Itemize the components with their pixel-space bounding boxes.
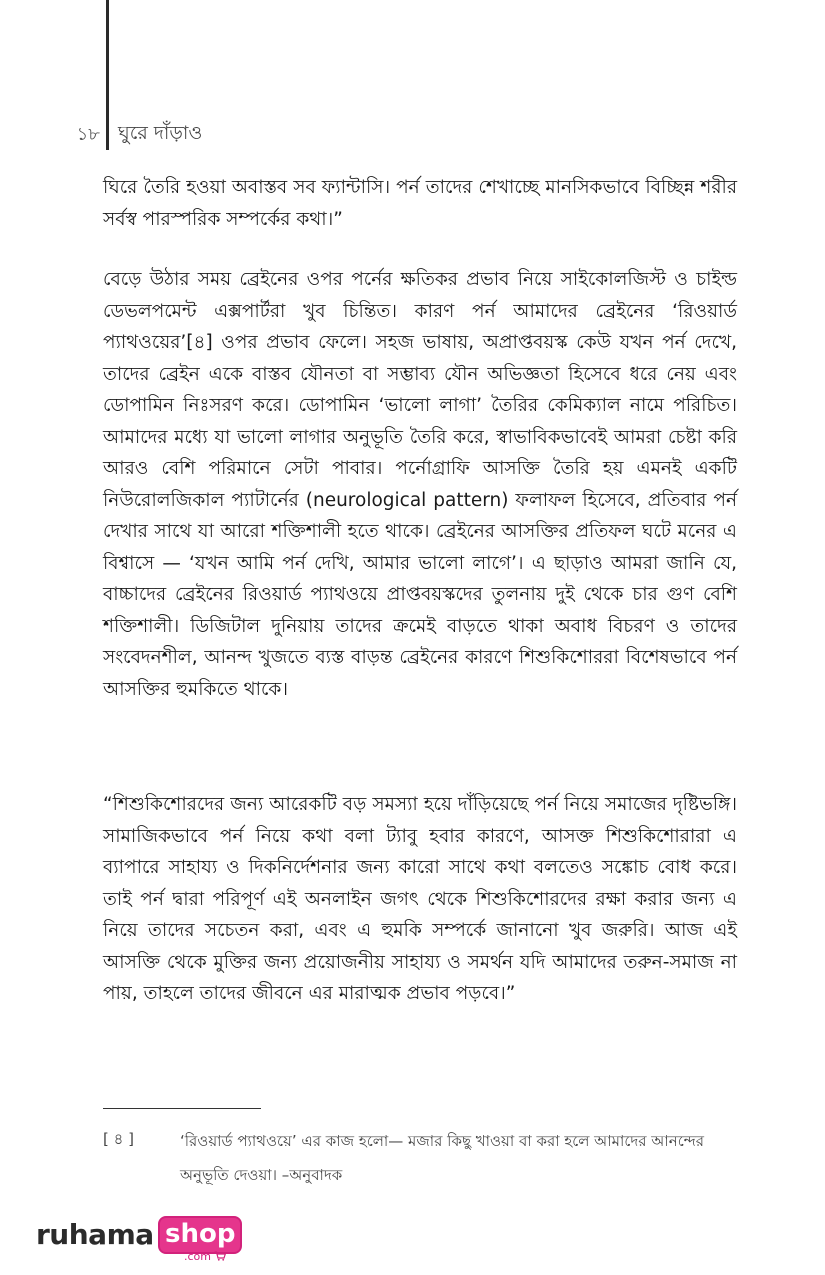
paragraph-2: বেড়ে উঠার সময় ব্রেইনের ওপর পর্নের ক্ষতিকর প্রভাব নিয়ে সাইকোলজিস্ট ও চাইল্ড ডেভলপমেন্ট এক্সপার্টরা খুব চিন্তিত। কারণ পর্ন আমাদের ব্রেইনের ‘রিওয়ার্ড প্যাথওয়ের’[৪] ওপর প্রভাব ফেলে। সহজ ভাষায়, অপ্রাপ্তবয়স্ক কেউ যখন পর্ন দেখে, তাদের ব্রেইন একে বাস্তব যৌনতা বা সম্ভাব্য যৌন অভিজ্ঞতা হিসেবে ধরে নেয় এবং ডোপামিন নিঃসরণ করে। ডোপামিন ‘ভালো লাগা’ তৈরির কেমিক্যাল নামে পরিচিত। আমাদের মধ্যে যা ভালো লাগার অনুভূতি তৈরি করে, স্বাভাবিকভাবেই আমরা চেষ্টা করি আরও বেশি পরিমানে সেটা পাবার। পর্নোগ্রাফি আসক্তি তৈরি হয় এমনই একটি নিউরোলজিকাল প্যাটার্নের (neurological pattern) ফলাফল হিসেবে, প্রতিবার পর্ন দেখার সাথে যা আরো শক্তিশালী হতে থাকে। ব্রেইনের আসক্তির প্রতিফল ঘটে মনের এ বিশ্বাসে — ‘যখন আমি পর্ন দেখি, আমার ভালো লাগে’। এ ছাড়াও আমরা জানি যে, বাচ্চাদের ব্রেইনের রিওয়ার্ড প্যাথওয়ে প্রাপ্তবয়স্কদের তুলনায় দুই থেকে চার গুণ বেশি শক্তিশালী। ডিজিটাল দুনিয়ায় তাদের ক্রমেই বাড়তে থাকা অবাধ বিচরণ ও তাদের সংবেদনশীল, আনন্দ খুজতে ব্যস্ত বাড়ন্ত ব্রেইনের কারণে শিশুকিশোররা বিশেষভাবে পর্ন আসক্তির হুমকিতে থাকে। (103, 269, 737, 700)
cart-icon (214, 1251, 226, 1261)
footnote-marker: [ ৪ ] (103, 1130, 134, 1148)
footnote-text: ‘রিওয়ার্ড প্যাথওয়ে’ এর কাজ হলো— মজার কিছু খাওয়া বা করা হলে আমাদের আনন্দের অনুভূতি দেওয়া। –অনুবাদক (180, 1132, 705, 1184)
logo-domain: .com (184, 1250, 211, 1263)
footnote-rule (103, 1108, 261, 1109)
logo-wordmark: ruhama (36, 1218, 154, 1251)
page-number: ১৮ (76, 124, 100, 145)
running-title: ঘুরে দাঁড়াও (118, 122, 203, 144)
logo-shop-badge: shop (158, 1216, 242, 1254)
header-vertical-rule (106, 0, 109, 150)
publisher-logo (36, 1216, 236, 1264)
paragraph-1: ঘিরে তৈরি হওয়া অবাস্তব সব ফ্যান্টাসি। পর্ন তাদের শেখাচ্ছে মানসিকভাবে বিচ্ছিন্ন শরীর সর্বস্ব পারস্পরিক সম্পর্কের কথা।” (103, 177, 737, 230)
paragraph-3: “শিশুকিশোরদের জন্য আরেকটি বড় সমস্যা হয়ে দাঁড়িয়েছে পর্ন নিয়ে সমাজের দৃষ্টিভঙ্গি। সামাজিকভাবে পর্ন নিয়ে কথা বলা ট্যাবু হবার কারণে, আসক্ত শিশুকিশোরারা এ ব্যাপারে সাহায্য ও দিকনির্দেশনার জন্য কারো সাথে কথা বলতেও সঙ্কোচ বোধ করে। তাই পর্ন দ্বারা পরিপূর্ণ এই অনলাইন জগৎ থেকে শিশুকিশোরদের রক্ষা করার জন্য এ নিয়ে তাদের সচেতন করা, এবং এ হুমকি সম্পর্কে জানানো খুব জরুরি। আজ এই আসক্তি থেকে মুক্তির জন্য প্রয়োজনীয় সাহায্য ও সমর্থন যদি আমাদের তরুন-সমাজ না পায়, তাহলে তাদের জীবনে এর মারাত্মক প্রভাব পড়বে।” (103, 794, 737, 1004)
